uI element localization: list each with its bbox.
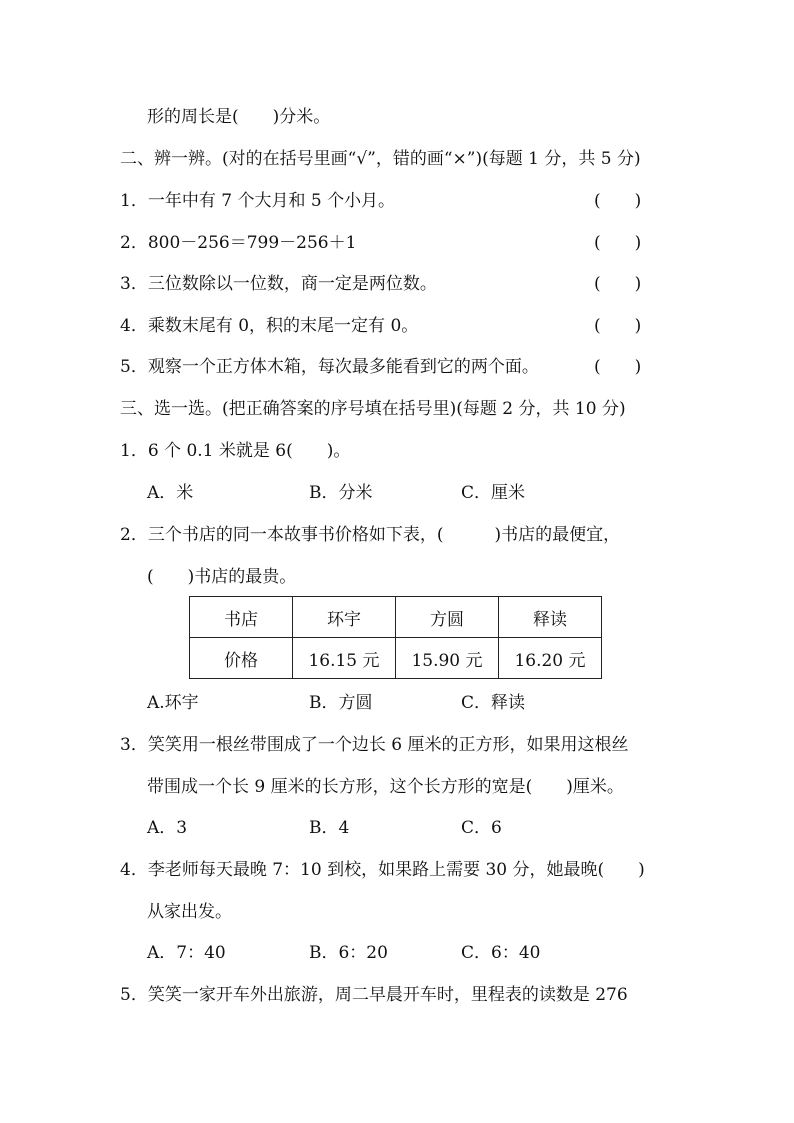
answer-blank[interactable]: ( ) [594,316,642,336]
answer-blank[interactable]: ( ) [594,233,642,253]
option-b[interactable]: B．方圆 [309,693,373,713]
table-cell: 释读 [499,597,602,638]
judge-item-4: 4．乘数末尾有 0，积的末尾一定有 0。 [120,316,419,336]
judge-item-2: 2．800－256＝799－256＋1 [120,233,357,253]
table-cell: 方圆 [396,597,499,638]
table-cell: 环宇 [293,597,396,638]
price-table [189,596,602,679]
option-c[interactable]: C．释读 [461,693,526,713]
choice-q2-stem-cont: ( )书店的最贵。 [147,567,297,587]
option-a[interactable]: A.环宇 [147,693,199,713]
option-b[interactable]: B．分米 [309,483,373,503]
choice-q2-stem: 2．三个书店的同一本故事书价格如下表，( )书店的最便宜， [120,525,621,545]
table-cell: 15.90 元 [396,638,499,679]
table-cell: 书店 [190,597,293,638]
table-cell: 价格 [190,638,293,679]
judge-item-3: 3．三位数除以一位数，商一定是两位数。 [120,274,437,294]
option-a[interactable]: A．7：40 [147,943,226,963]
choice-q1-stem: 1．6 个 0.1 米就是 6( )。 [120,441,351,461]
option-b[interactable]: B．4 [309,818,350,838]
option-b[interactable]: B．6：20 [309,943,388,963]
choice-q4-stem-cont: 从家出发。 [147,902,232,922]
judge-item-1: 1．一年中有 7 个大月和 5 个小月。 [120,191,396,211]
section3-title: 三、选一选。(把正确答案的序号填在括号里)(每题 2 分，共 10 分) [120,399,626,419]
choice-q4-stem: 4．李老师每天最晚 7：10 到校，如果路上需要 30 分，她最晚( ) [120,860,645,880]
table-cell: 16.15 元 [293,638,396,679]
choice-q3-stem: 3．笑笑用一根丝带围成了一个边长 6 厘米的正方形，如果用这根丝 [120,735,629,755]
previous-question-tail: 形的周长是( )分米。 [147,107,331,127]
option-a[interactable]: A．米 [147,483,194,503]
option-c[interactable]: C．厘米 [461,483,526,503]
table-row [190,638,602,679]
table-header-row [190,597,602,638]
table-cell: 16.20 元 [499,638,602,679]
option-a[interactable]: A．3 [147,818,188,838]
option-c[interactable]: C．6 [461,818,502,838]
choice-q3-stem-cont: 带围成一个长 9 厘米的长方形，这个长方形的宽是( )厘米。 [147,777,624,797]
answer-blank[interactable]: ( ) [594,191,642,211]
answer-blank[interactable]: ( ) [594,357,642,377]
choice-q5-stem: 5．笑笑一家开车外出旅游，周二早晨开车时，里程表的读数是 276 [120,985,628,1005]
judge-item-5: 5．观察一个正方体木箱，每次最多能看到它的两个面。 [120,357,539,377]
section2-title: 二、辨一辨。(对的在括号里画“√”，错的画“×”)(每题 1 分，共 5 分) [120,149,641,169]
option-c[interactable]: C．6：40 [461,943,541,963]
answer-blank[interactable]: ( ) [594,274,642,294]
